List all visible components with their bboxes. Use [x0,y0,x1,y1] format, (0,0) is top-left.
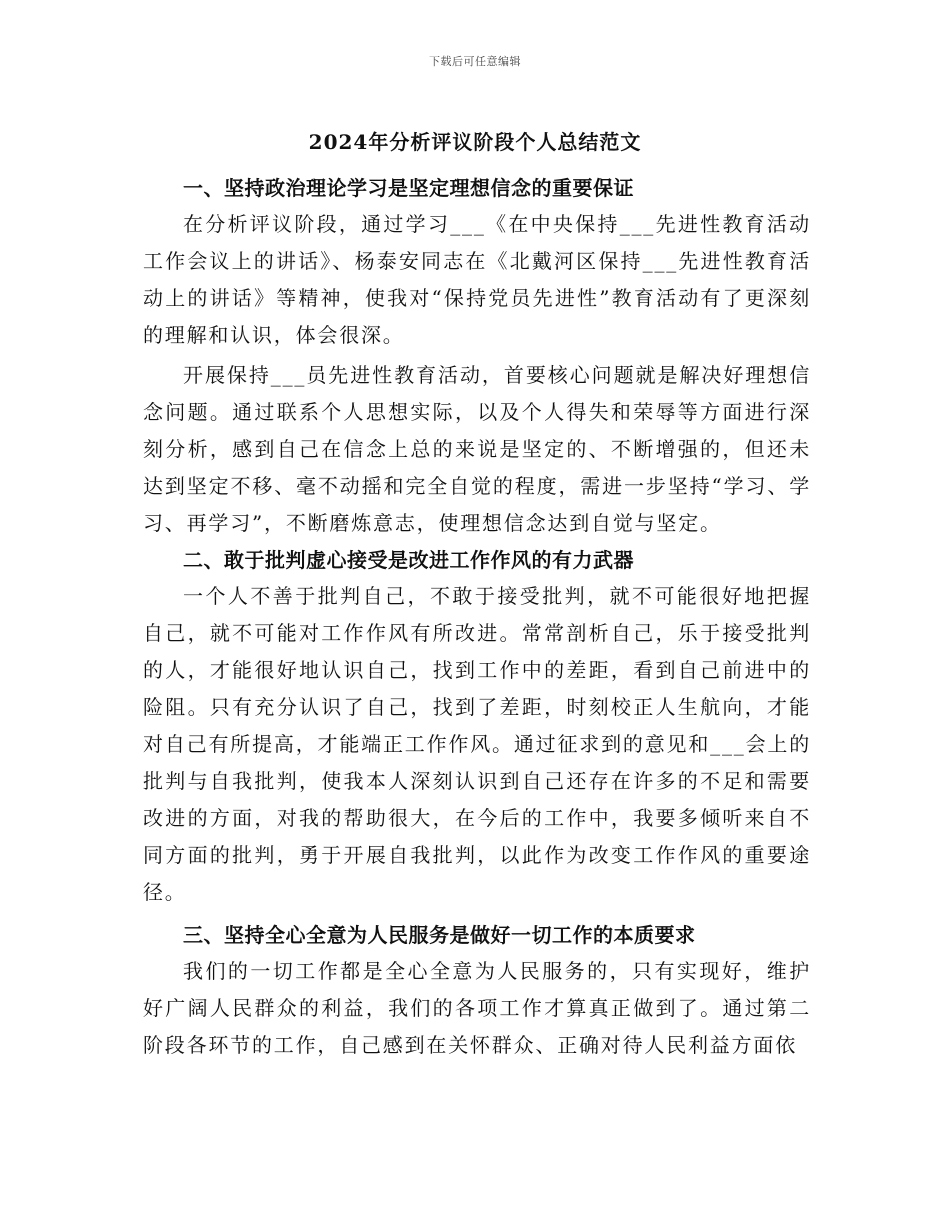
section-2-paragraph-1: 一个人不善于批判自己，不敢于接受批判，就不可能很好地把握自己，就不可能对工作作风有所改进。常常剖析自己，乐于接受批判的人，才能很好地认识自己，找到工作中的差距，看到自己前进中的险阻。只有充分认识了自己，找到了差距，时刻校正人生航向，才能对自己有所提高，才能端正工作作风。通过征求到的意见和___会上的批判与自我批判，使我本人深刻认识到自己还存在许多的不足和需要改进的方面，对我的帮助很大，在今后的工作中，我要多倾听来自不同方面的批判，勇于开展自我批判，以此作为改变工作作风的重要途径。 [143,584,811,904]
page-header-note: 下载后可任意编辑 [429,55,521,68]
section-heading-3: 三、坚持全心全意为人民服务是做好一切工作的本质要求 [183,923,696,947]
section-heading-1: 一、坚持政治理论学习是坚定理想信念的重要保证 [183,176,634,200]
section-3-paragraph-1: 我们的一切工作都是全心全意为人民服务的，只有实现好，维护好广阔人民群众的利益，我们的各项工作才算真正做到了。通过第二阶段各环节的工作，自己感到在关怀群众、正确对待人民利益方面依 [143,959,811,1057]
section-1-paragraph-1: 在分析评议阶段，通过学习___《在中央保持___先进性教育活动工作会议上的讲话》、杨泰安同志在《北戴河区保持___先进性教育活动上的讲话》等精神，使我对“保持党员先进性”教育活动有了更深刻的理解和认识，体会很深。 [143,212,811,347]
section-1-paragraph-2: 开展保持___员先进性教育活动，首要核心问题就是解决好理想信念问题。通过联系个人思想实际，以及个人得失和荣辱等方面进行深刻分析，感到自己在信念上总的来说是坚定的、不断增强的，但还未达到坚定不移、毫不动摇和完全自觉的程度，需进一步坚持“学习、学习、再学习”，不断磨炼意志，使理想信念达到自觉与坚定。 [143,363,811,535]
document-title: 2024年分析评议阶段个人总结范文 [308,130,642,154]
document-body [143,170,811,1064]
section-heading-2: 二、敢于批判虚心接受是改进工作作风的有力武器 [183,548,634,572]
